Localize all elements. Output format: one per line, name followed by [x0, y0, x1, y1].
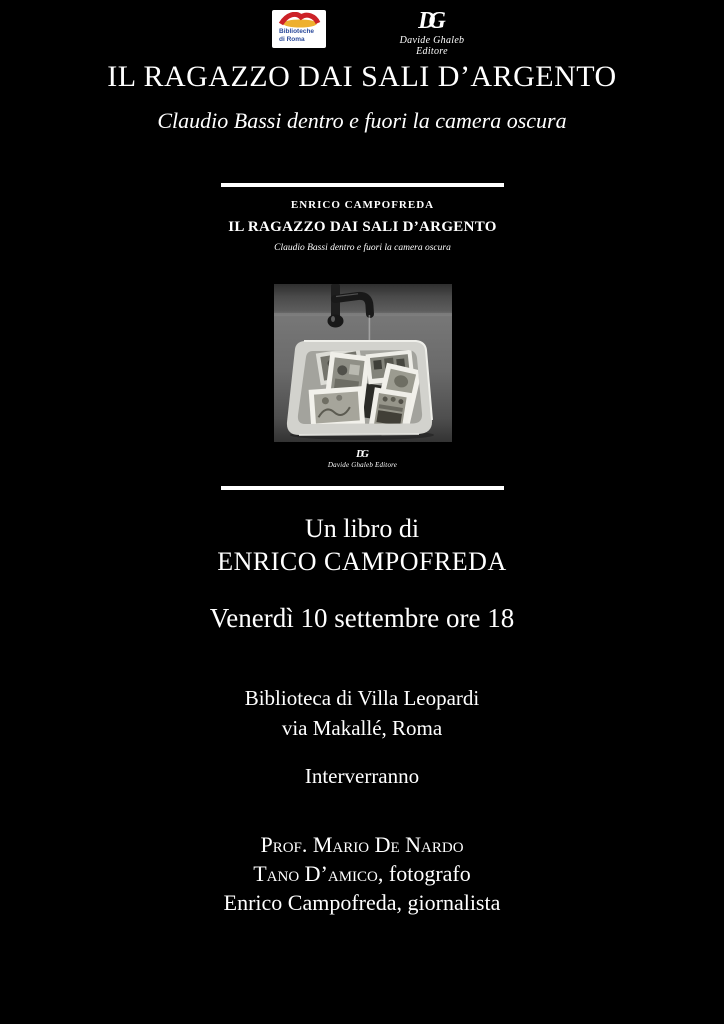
speaker-3-name: Enrico Campofreda, giornalista: [223, 890, 501, 915]
venue-address: via Makallé, Roma: [281, 716, 443, 740]
speaker-2-name: Tano D’amico: [253, 861, 378, 886]
cover-subtitle: Claudio Bassi dentro e fuori la camera oscura: [274, 243, 451, 253]
poster-subtitle: Claudio Bassi dentro e fuori la camera oscura: [157, 108, 567, 133]
cover-bottom-rule: [221, 486, 504, 490]
biblioteche-logo-line2: di Roma: [279, 35, 305, 43]
book-intro-line: Un libro di: [304, 514, 420, 543]
cover-publisher-label: Davide Ghaleb Editore: [327, 461, 398, 469]
book-cover: [221, 183, 504, 490]
speaker-2: [0, 859, 724, 888]
biblioteche-logo-text: [272, 28, 326, 43]
book-author-line: ENRICO CAMPOFREDA: [217, 547, 507, 576]
cover-author: ENRICO CAMPOFREDA: [290, 199, 435, 211]
biblioteche-logo-line1: Biblioteche: [279, 28, 315, 35]
speakers-heading: Interverranno: [304, 764, 420, 788]
biblioteche-di-roma-logo: [272, 10, 326, 48]
speakers-list: [0, 830, 724, 917]
venue-name: Biblioteca di Villa Leopardi: [244, 686, 480, 710]
speaker-3: [0, 888, 724, 917]
event-datetime: Venerdì 10 settembre ore 18: [209, 603, 515, 633]
dg-logo-label: Davide Ghaleb Editore: [399, 35, 465, 57]
cover-title: IL RAGAZZO DAI SALI D’ARGENTO: [228, 219, 497, 235]
speaker-1: [0, 830, 724, 859]
cover-top-rule: [221, 183, 504, 187]
poster-title: IL RAGAZZO DAI SALI D’ARGENTO: [107, 60, 617, 93]
speaker-2-role: , fotografo: [377, 861, 471, 886]
cover-dg-monogram-icon: DG: [356, 448, 366, 460]
dg-monogram-icon: DG: [418, 8, 439, 34]
davide-ghaleb-logo: [383, 8, 481, 57]
cover-photo-sink-tray: [274, 284, 452, 442]
speaker-1-name: Prof. Mario De Nardo: [260, 832, 464, 857]
biblioteche-logo-icon: [276, 12, 322, 28]
